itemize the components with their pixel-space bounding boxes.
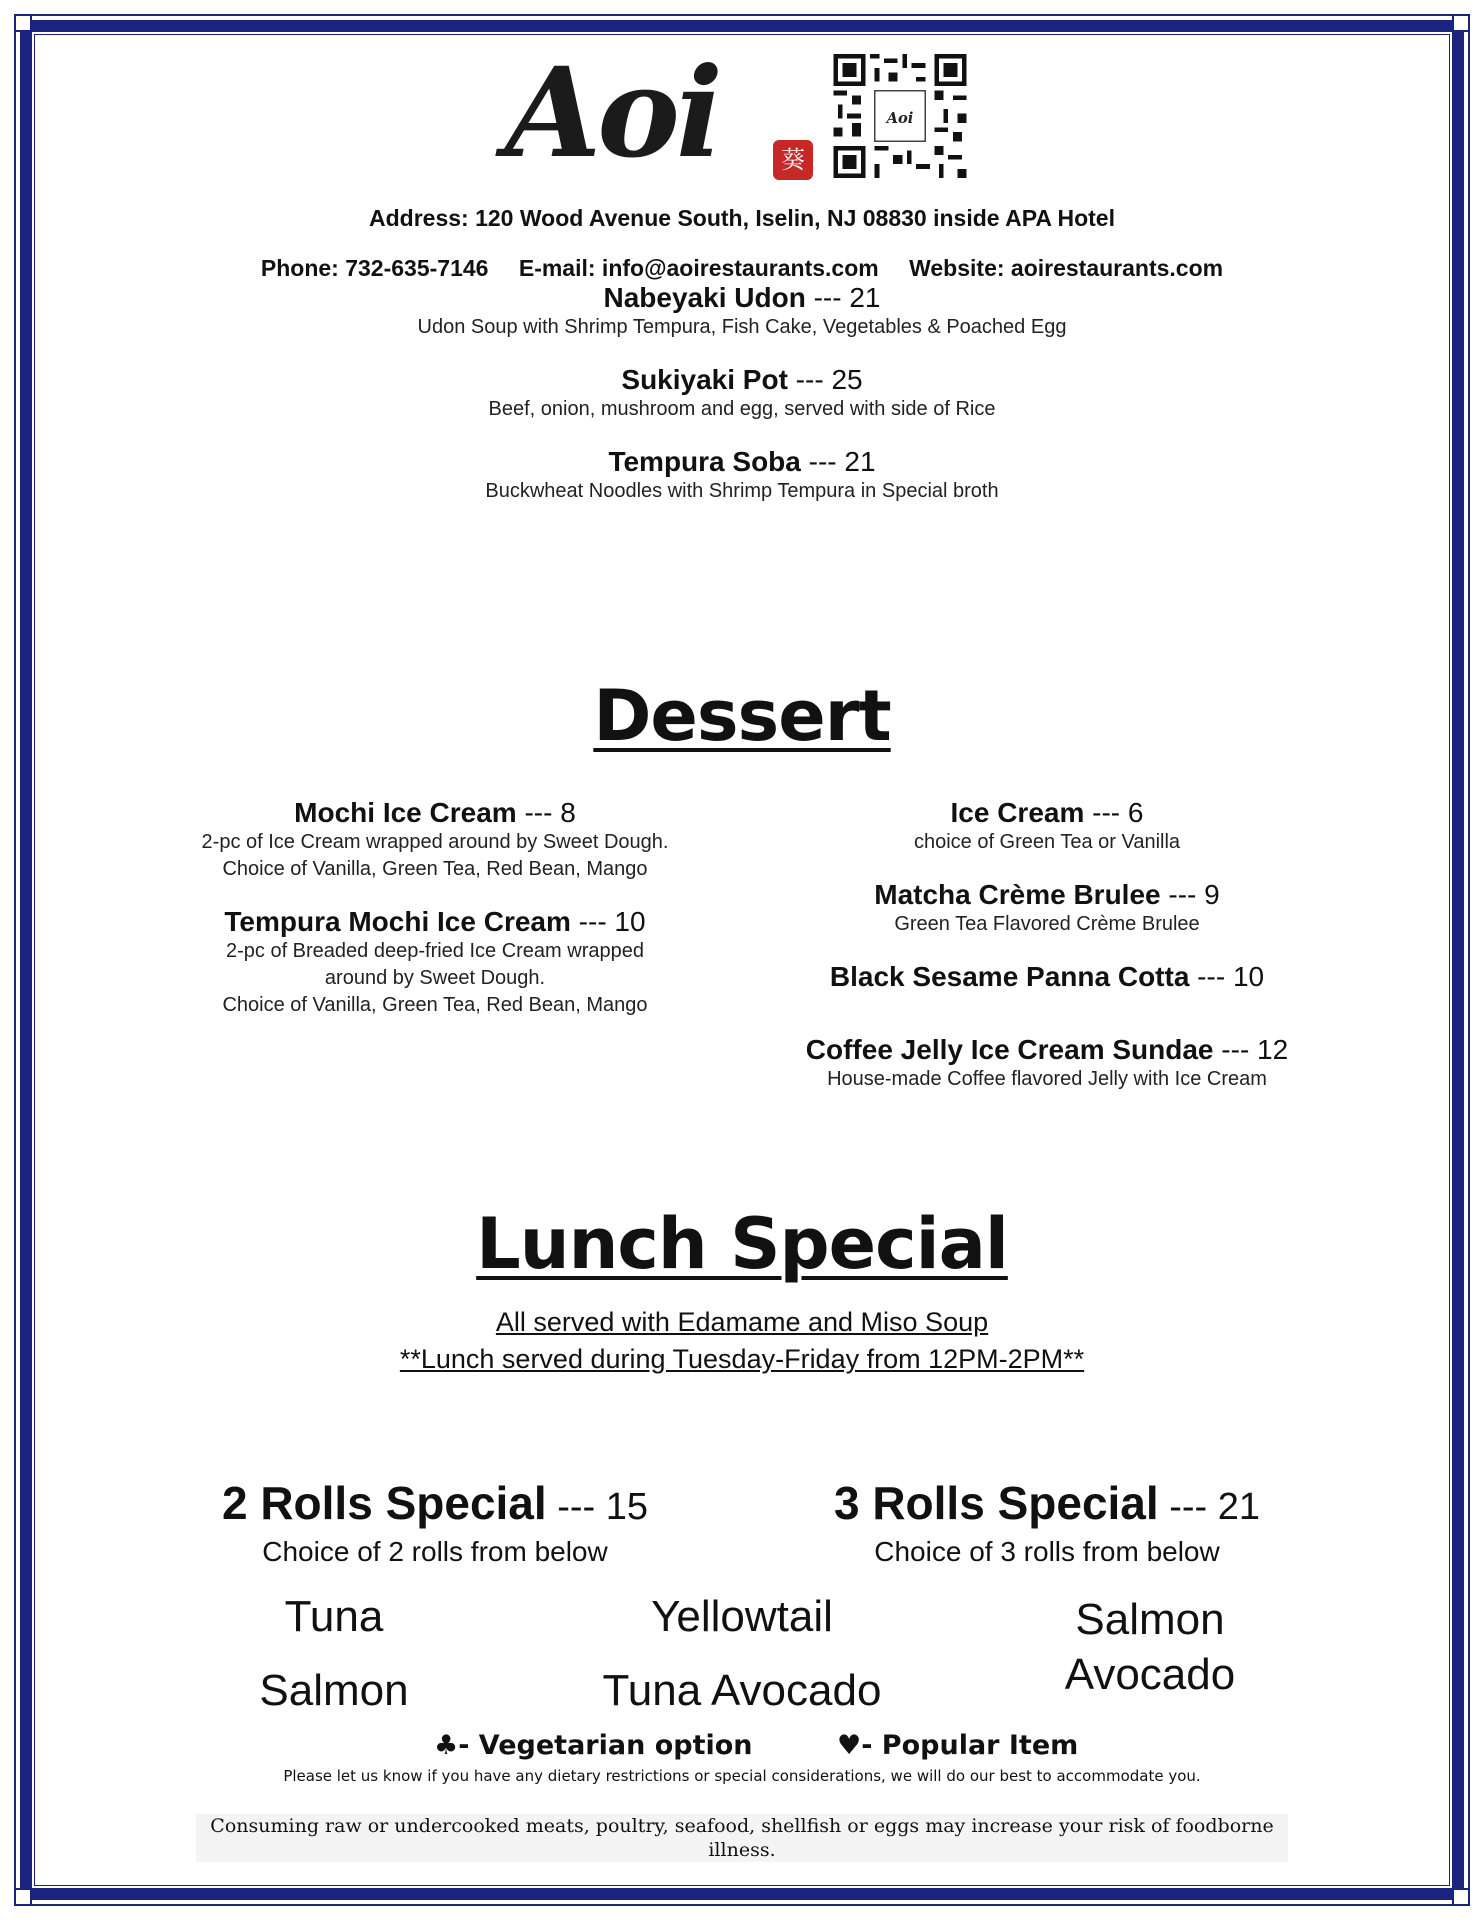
- menu-item: [135, 797, 735, 883]
- frame-corner: [14, 1888, 32, 1906]
- item-name: Tempura Soba: [608, 446, 801, 477]
- roll-option: Tuna: [284, 1592, 384, 1641]
- item-name: Nabeyaki Udon: [603, 282, 806, 313]
- qr-code[interactable]: [833, 54, 967, 178]
- item-price: --- 25: [787, 364, 863, 395]
- item-price: --- 10: [1189, 961, 1265, 992]
- item-desc: House-made Coffee flavored Jelly with Ice Cream: [827, 1068, 1267, 1090]
- item-name: Mochi Ice Cream: [294, 797, 517, 828]
- contact-line: [0, 255, 1484, 282]
- item-price: --- 21: [805, 282, 881, 313]
- lunch-subtitle: All served with Edamame and Miso Soup: [495, 1307, 989, 1337]
- special-price: --- 15: [546, 1486, 649, 1528]
- popular-legend: ♥- Popular Item: [837, 1730, 1079, 1761]
- special-price: --- 21: [1158, 1486, 1261, 1528]
- item-name: Tempura Mochi Ice Cream: [224, 906, 571, 937]
- special-name: 2 Rolls Special: [221, 1477, 547, 1529]
- item-desc: 2-pc of Breaded deep-fried Ice Cream wrapped: [225, 940, 644, 962]
- menu-item: [0, 282, 1484, 341]
- roll-option: Tuna Avocado: [602, 1666, 882, 1715]
- special-name: 3 Rolls Special: [833, 1477, 1159, 1529]
- frame-corner: [1452, 1888, 1470, 1906]
- frame-corner: [1452, 14, 1470, 32]
- menu-item: [747, 961, 1347, 993]
- roll-option: Salmon: [259, 1666, 409, 1715]
- menu-item: [135, 906, 735, 1019]
- item-name: Sukiyaki Pot: [621, 364, 788, 395]
- lunch-heading: [0, 1203, 1484, 1285]
- two-rolls-special: [135, 1476, 735, 1574]
- special-desc: Choice of 2 rolls from below: [262, 1536, 608, 1567]
- item-price: --- 9: [1160, 879, 1220, 910]
- restaurant-logo: [505, 41, 815, 187]
- item-price: --- 10: [570, 906, 646, 937]
- item-desc: Green Tea Flavored Crème Brulee: [894, 913, 1200, 935]
- item-desc: Choice of Vanilla, Green Tea, Red Bean, Mango: [222, 994, 648, 1016]
- dessert-heading: [0, 675, 1484, 757]
- roll-option: Yellowtail: [651, 1592, 833, 1641]
- item-desc: Buckwheat Noodles with Shrimp Tempura in Special broth: [485, 480, 999, 502]
- special-desc: Choice of 3 rolls from below: [874, 1536, 1220, 1567]
- website[interactable]: Website: aoirestaurants.com: [909, 255, 1224, 281]
- menu-item: [747, 1034, 1347, 1093]
- item-price: --- 8: [516, 797, 576, 828]
- logo-seal: 葵: [773, 140, 813, 180]
- item-desc: Udon Soup with Shrimp Tempura, Fish Cake, Vegetables & Poached Egg: [417, 316, 1067, 338]
- three-rolls-special: [747, 1476, 1347, 1574]
- item-desc: 2-pc of Ice Cream wrapped around by Sweet Dough.: [201, 831, 669, 853]
- roll-option: Salmon Avocado: [1064, 1595, 1236, 1699]
- item-price: --- 12: [1213, 1034, 1289, 1065]
- item-name: Ice Cream: [950, 797, 1085, 828]
- item-desc: choice of Green Tea or Vanilla: [913, 831, 1181, 853]
- item-price: --- 21: [800, 446, 876, 477]
- item-name: Coffee Jelly Ice Cream Sundae: [805, 1034, 1214, 1065]
- qr-logo-text: Aoi: [886, 109, 914, 127]
- email[interactable]: E-mail: info@aoirestaurants.com: [518, 255, 879, 281]
- foodborne-warning: Consuming raw or undercooked meats, poultry, seafood, shellfish or eggs may increase your risk of foodborne illness.: [196, 1814, 1288, 1862]
- dietary-note: Please let us know if you have any dietary restrictions or special considerations, we will do our best to accommodate you.: [283, 1767, 1201, 1785]
- item-desc: Beef, onion, mushroom and egg, served with side of Rice: [488, 398, 996, 420]
- vegetarian-legend: ♣- Vegetarian option: [434, 1730, 753, 1761]
- item-name: Black Sesame Panna Cotta: [829, 961, 1190, 992]
- logo-text: Aoi: [505, 41, 720, 186]
- phone[interactable]: Phone: 732-635-7146: [260, 255, 489, 281]
- menu-item: [747, 879, 1347, 938]
- address: Address: 120 Wood Avenue South, Iselin, NJ 08830 inside APA Hotel: [369, 205, 1115, 231]
- item-desc: around by Sweet Dough.: [324, 967, 546, 989]
- item-desc: Choice of Vanilla, Green Tea, Red Bean, Mango: [222, 858, 648, 880]
- lunch-hours: **Lunch served during Tuesday-Friday from 12PM-2PM**: [399, 1344, 1085, 1374]
- item-name: Matcha Crème Brulee: [874, 879, 1161, 910]
- menu-item: [747, 797, 1347, 856]
- menu-item: [0, 364, 1484, 423]
- menu-item: [0, 446, 1484, 505]
- frame-corner: [14, 14, 32, 32]
- item-price: --- 6: [1084, 797, 1144, 828]
- section-title: Lunch Special: [476, 1203, 1008, 1285]
- section-title: Dessert: [593, 675, 891, 757]
